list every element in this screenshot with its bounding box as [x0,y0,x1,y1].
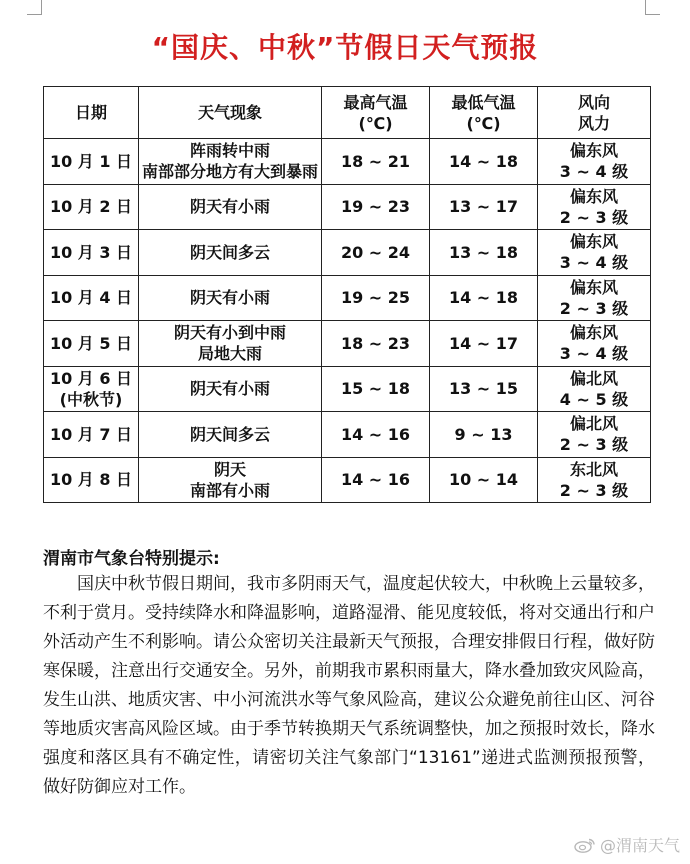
cell-wind: 偏北风 4 ~ 5 级 [538,366,651,412]
cell-phenomenon: 阴天有小到中雨 局地大雨 [139,321,322,367]
cell-date: 10 月 7 日 [44,412,139,458]
cell-date: 10 月 6 日 (中秋节) [44,366,139,412]
cell-wind: 偏北风 2 ~ 3 级 [538,412,651,458]
page-title: “国庆、中秋”节假日天气预报 [151,31,539,64]
cell-phenomenon: 阴天间多云 [139,412,322,458]
cell-high: 19 ~ 25 [322,275,430,321]
cell-low: 10 ~ 14 [430,457,538,503]
cell-wind: 东北风 2 ~ 3 级 [538,457,651,503]
notice-heading: 渭南市气象台特别提示: [43,549,220,569]
table-row [44,412,651,458]
cell-low: 14 ~ 18 [430,275,538,321]
notice-body: 国庆中秋节假日期间，我市多阴雨天气，温度起伏较大，中秋晚上云量较多，不利于赏月。受持续降水和降温影响，道路湿滑、能见度较低，将对交通出行和户外活动产生不利影响。请公众密切关注最新天气预报，合理安排假日行程，做好防寒保暖，注意出行交通安全。另外，前期我市累积雨量大，降水叠加致灾风险高，发生山洪、地质灾害、中小河流洪水等气象风险高，建议公众避免前往山区、河谷等地质灾害高风险区域。由于季节转换期天气系统调整快，加之预报时效长，降水强度和落区具有不确定性，请密切关注气象部门“13161”递进式监测预报预警，做好防御应对工作。 [43,574,655,797]
cell-wind: 偏东风 2 ~ 3 级 [538,275,651,321]
cell-low: 14 ~ 18 [430,139,538,185]
cell-phenomenon: 阴天有小雨 [139,366,322,412]
table-row [44,457,651,503]
watermark [574,833,680,856]
cell-date: 10 月 1 日 [44,139,139,185]
table-row [44,184,651,230]
cell-wind: 偏东风 2 ~ 3 级 [538,184,651,230]
cell-high: 14 ~ 16 [322,457,430,503]
cell-date: 10 月 3 日 [44,230,139,276]
cell-date: 10 月 4 日 [44,275,139,321]
cell-phenomenon: 阴天间多云 [139,230,322,276]
cell-high: 18 ~ 21 [322,139,430,185]
crop-mark-top-right [645,0,660,15]
cell-date: 10 月 5 日 [44,321,139,367]
table-row [44,139,651,185]
header-date: 日期 [44,87,139,139]
cell-high: 19 ~ 23 [322,184,430,230]
cell-date: 10 月 8 日 [44,457,139,503]
cell-high: 18 ~ 23 [322,321,430,367]
crop-mark-top-left [27,0,42,15]
cell-phenomenon: 阴天有小雨 [139,184,322,230]
table-row [44,230,651,276]
header-phenomenon: 天气现象 [139,87,322,139]
cell-phenomenon: 阴天有小雨 [139,275,322,321]
cell-phenomenon: 阵雨转中雨 南部部分地方有大到暴雨 [139,139,322,185]
forecast-table [43,86,651,503]
watermark-text: @渭南天气 [599,836,680,855]
cell-low: 13 ~ 18 [430,230,538,276]
cell-date: 10 月 2 日 [44,184,139,230]
cell-wind: 偏东风 3 ~ 4 级 [538,321,651,367]
header-low-temp: 最低气温 (℃) [430,87,538,139]
table-row [44,366,651,412]
cell-low: 14 ~ 17 [430,321,538,367]
weibo-logo-icon [574,837,596,853]
header-wind: 风向 风力 [538,87,651,139]
table-row [44,321,651,367]
cell-wind: 偏东风 3 ~ 4 级 [538,139,651,185]
cell-high: 15 ~ 18 [322,366,430,412]
cell-low: 9 ~ 13 [430,412,538,458]
table-header-row [44,87,651,139]
cell-wind: 偏东风 3 ~ 4 级 [538,230,651,276]
cell-high: 14 ~ 16 [322,412,430,458]
table-row [44,275,651,321]
cell-high: 20 ~ 24 [322,230,430,276]
cell-phenomenon: 阴天 南部有小雨 [139,457,322,503]
cell-low: 13 ~ 17 [430,184,538,230]
header-high-temp: 最高气温 (℃) [322,87,430,139]
cell-low: 13 ~ 15 [430,366,538,412]
